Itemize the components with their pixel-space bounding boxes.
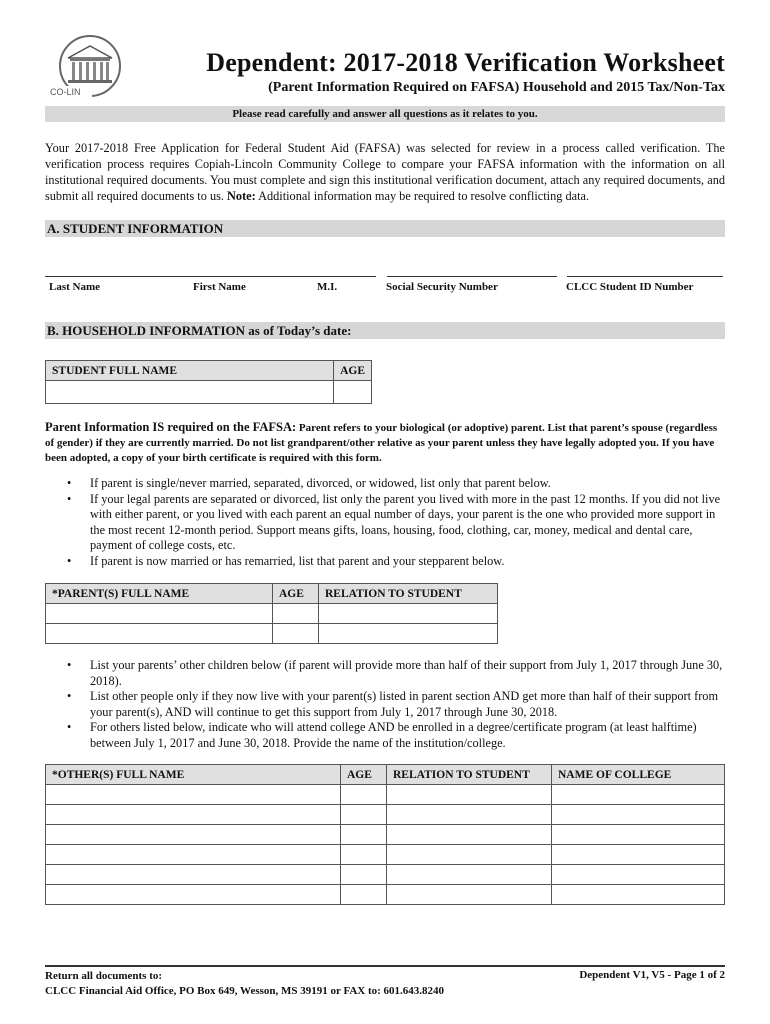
page-subtitle: (Parent Information Required on FAFSA) Household and 2015 Tax/Non-Tax: [268, 80, 725, 95]
section-b-header: [45, 322, 725, 339]
other-name-cell[interactable]: [46, 805, 341, 825]
other-age-cell[interactable]: [341, 825, 387, 845]
student-household-table: [45, 360, 372, 404]
other-name-cell[interactable]: [46, 885, 341, 905]
table-row: [46, 865, 725, 885]
name-underline[interactable]: [45, 276, 376, 277]
other-relation-cell[interactable]: [387, 805, 552, 825]
table-row: [46, 785, 725, 805]
other-name-header: *OTHER(S) FULL NAME: [46, 765, 341, 785]
table-row: [46, 805, 725, 825]
other-relation-cell[interactable]: [387, 785, 552, 805]
other-bullet-list: [45, 658, 725, 751]
table-row: [46, 604, 498, 624]
student-age-cell[interactable]: [334, 381, 372, 404]
table-header-row: [46, 584, 498, 604]
student-age-header: AGE: [334, 361, 372, 381]
student-id-label: CLCC Student ID Number: [566, 281, 694, 293]
list-item: • If parent is single/never married, separated, divorced, or widowed, list only that parent below.: [45, 476, 725, 492]
other-college-cell[interactable]: [552, 825, 725, 845]
college-logo: [50, 34, 130, 104]
page-title: Dependent: 2017-2018 Verification Worksheet: [206, 48, 725, 77]
list-item: • For others listed below, indicate who will attend college AND be enrolled in a degree/certificate program (at least halftime) between July 1, 2017 and June 30, 2018. Provide the name of the institution/college.: [45, 720, 725, 751]
instruction-notice: Please read carefully and answer all questions as it relates to you.: [45, 106, 725, 122]
first-name-label: First Name: [193, 281, 246, 293]
parent-age-cell[interactable]: [273, 604, 319, 624]
mi-label: M.I.: [317, 281, 338, 293]
ssn-label: Social Security Number: [386, 281, 498, 293]
other-relation-header: RELATION TO STUDENT: [387, 765, 552, 785]
other-age-cell[interactable]: [341, 885, 387, 905]
parent-relation-header: RELATION TO STUDENT: [319, 584, 498, 604]
intro-note-text: Additional information may be required to resolve conflicting data.: [255, 189, 590, 203]
others-table: [45, 764, 725, 905]
parent-age-cell[interactable]: [273, 624, 319, 644]
other-college-header: NAME OF COLLEGE: [552, 765, 725, 785]
ssn-underline[interactable]: [387, 276, 557, 277]
table-header-row: [46, 361, 372, 381]
other-college-cell[interactable]: [552, 845, 725, 865]
parent-name-cell[interactable]: [46, 604, 273, 624]
section-a-title: A. STUDENT INFORMATION: [47, 221, 224, 236]
other-college-cell[interactable]: [552, 805, 725, 825]
table-row: [46, 825, 725, 845]
student-name-cell[interactable]: [46, 381, 334, 404]
table-header-row: [46, 765, 725, 785]
parent-info-lead: Parent Information IS required on the FAFSA:: [45, 420, 297, 434]
other-relation-cell[interactable]: [387, 885, 552, 905]
parent-name-header: *PARENT(S) FULL NAME: [46, 584, 273, 604]
list-item: • If your legal parents are separated or divorced, list only the parent you lived with more in the past 12 months. If you did not live with either parent, or you lived with each parent an equal number of days, your parent is the one who provided more support in the most recent 12-month period. Support means gifts, loans, housing, food, clothing, car, money, medical and dental care, payment of college costs, etc.: [45, 492, 725, 554]
last-name-label: Last Name: [49, 281, 101, 293]
other-college-cell[interactable]: [552, 885, 725, 905]
parent-relation-cell[interactable]: [319, 604, 498, 624]
other-age-cell[interactable]: [341, 845, 387, 865]
other-college-cell[interactable]: [552, 785, 725, 805]
table-row: [46, 381, 372, 404]
parent-info-text: Parent refers to your biological (or adoptive) parent. List that parent’s spouse (regardless of gender) if they are currently married. Do not list grandparent/other relative as your parent unless they have legally adopted you. If you have been adopted, a copy of your birth certificate is required with this form.: [45, 422, 718, 464]
footer-address: CLCC Financial Aid Office, PO Box 649, Wesson, MS 39191 or FAX to: 601.643.8240: [45, 985, 445, 997]
intro-text: Your 2017-2018 Free Application for Federal Student Aid (FAFSA) was selected for review in a process called verification. The verification process requires Copiah-Lincoln Community College to compare your FAFSA information with the information on all institutional required documents. You must complete and sign this institutional verification document, attach any required documents, and submit all required documents to us.: [45, 141, 725, 203]
other-college-cell[interactable]: [552, 865, 725, 885]
other-relation-cell[interactable]: [387, 865, 552, 885]
intro-paragraph: [45, 140, 725, 204]
other-name-cell[interactable]: [46, 845, 341, 865]
parent-info-paragraph: [45, 420, 725, 466]
other-name-cell[interactable]: [46, 825, 341, 845]
other-age-cell[interactable]: [341, 865, 387, 885]
student-name-header: STUDENT FULL NAME: [46, 361, 334, 381]
list-item: • If parent is now married or has remarried, list that parent and your stepparent below.: [45, 554, 725, 570]
other-name-cell[interactable]: [46, 785, 341, 805]
student-id-underline[interactable]: [567, 276, 723, 277]
footer-return-info: [45, 969, 444, 999]
parent-table: [45, 583, 498, 644]
list-item: • List your parents’ other children below (if parent will provide more than half of their support from July 1, 2017 through June 30, 2018).: [45, 658, 725, 689]
table-row: [46, 845, 725, 865]
other-relation-cell[interactable]: [387, 825, 552, 845]
footer-divider: [45, 965, 725, 967]
other-name-cell[interactable]: [46, 865, 341, 885]
parent-age-header: AGE: [273, 584, 319, 604]
list-item: • List other people only if they now live with your parent(s) listed in parent section AND get more than half of their support from your parent(s), AND will continue to get this support from July 1, 2017 through June 30, 2018.: [45, 689, 725, 720]
logo-text: CO-LIN: [50, 87, 81, 97]
intro-note-label: Note:: [227, 189, 256, 203]
other-relation-cell[interactable]: [387, 845, 552, 865]
section-a-header: [45, 220, 725, 237]
table-row: [46, 624, 498, 644]
footer-return-label: Return all documents to:: [45, 970, 163, 982]
parent-relation-cell[interactable]: [319, 624, 498, 644]
parent-name-cell[interactable]: [46, 624, 273, 644]
other-age-cell[interactable]: [341, 785, 387, 805]
parent-bullet-list: [45, 476, 725, 569]
section-b-title: B. HOUSEHOLD INFORMATION as of Today’s date:: [47, 323, 352, 338]
other-age-header: AGE: [341, 765, 387, 785]
other-age-cell[interactable]: [341, 805, 387, 825]
table-row: [46, 885, 725, 905]
footer-page-info: Dependent V1, V5 - Page 1 of 2: [579, 969, 725, 981]
